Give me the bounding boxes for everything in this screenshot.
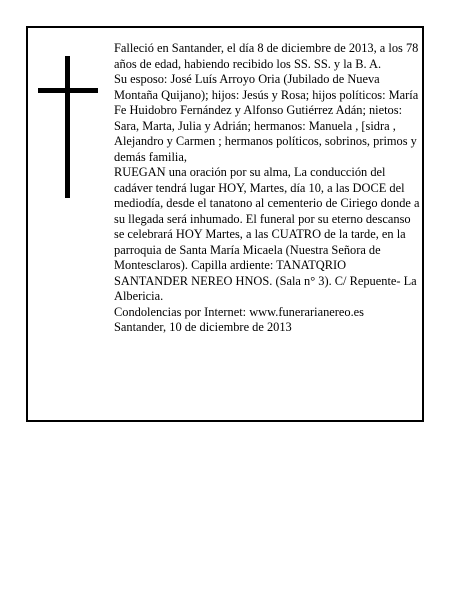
cross-horizontal-bar (38, 88, 98, 93)
funeral-details: RUEGAN una oración por su alma, La conducción del cadáver tendrá lugar HOY, Martes, día 10, a las DOCE del mediodía, desde el tanatono al cementerio de Ciriego donde a su llegada será inhumado. El funeral por su eterno descanso se celebrará HOY Martes, a las CUATRO de la tarde, en la parroquia de Santa María Micaela (Nuestra Señora de Montesclaros). Capilla ardiente: TANATQRIO SANTANDER NEREO HNOS. (Sala n° 3). C/ Repuente- La Albericia. (114, 165, 420, 303)
notice-body (114, 41, 420, 336)
cross-vertical-bar (65, 56, 70, 198)
dateline: Santander, 10 de diciembre de 2013 (114, 320, 292, 334)
condolences-line: Condolencias por Internet: www.funerarianereo.es (114, 304, 365, 319)
latin-cross-icon (38, 56, 98, 198)
family-list: Su esposo: José Luís Arroyo Oria (Jubilado de Nueva Montaña Quijano); hijos: Jesús y Rosa; hijos políticos: María Fe Huidobro Fernández y Alfonso Gutiérrez Adán; nietos: Sara, Marta, Julia y Adrián; hermanos: Manuela , [sidra , Alejandro y Carmen ; hermanos políticos, sobrinos, primos y demás familia, (114, 72, 419, 164)
death-announcement: Falleció en Santander, el día 8 de diciembre de 2013, a los 78 años de edad, habiendo recibido los SS. SS. y la B. A. (114, 41, 419, 71)
obituary-notice (26, 26, 424, 422)
